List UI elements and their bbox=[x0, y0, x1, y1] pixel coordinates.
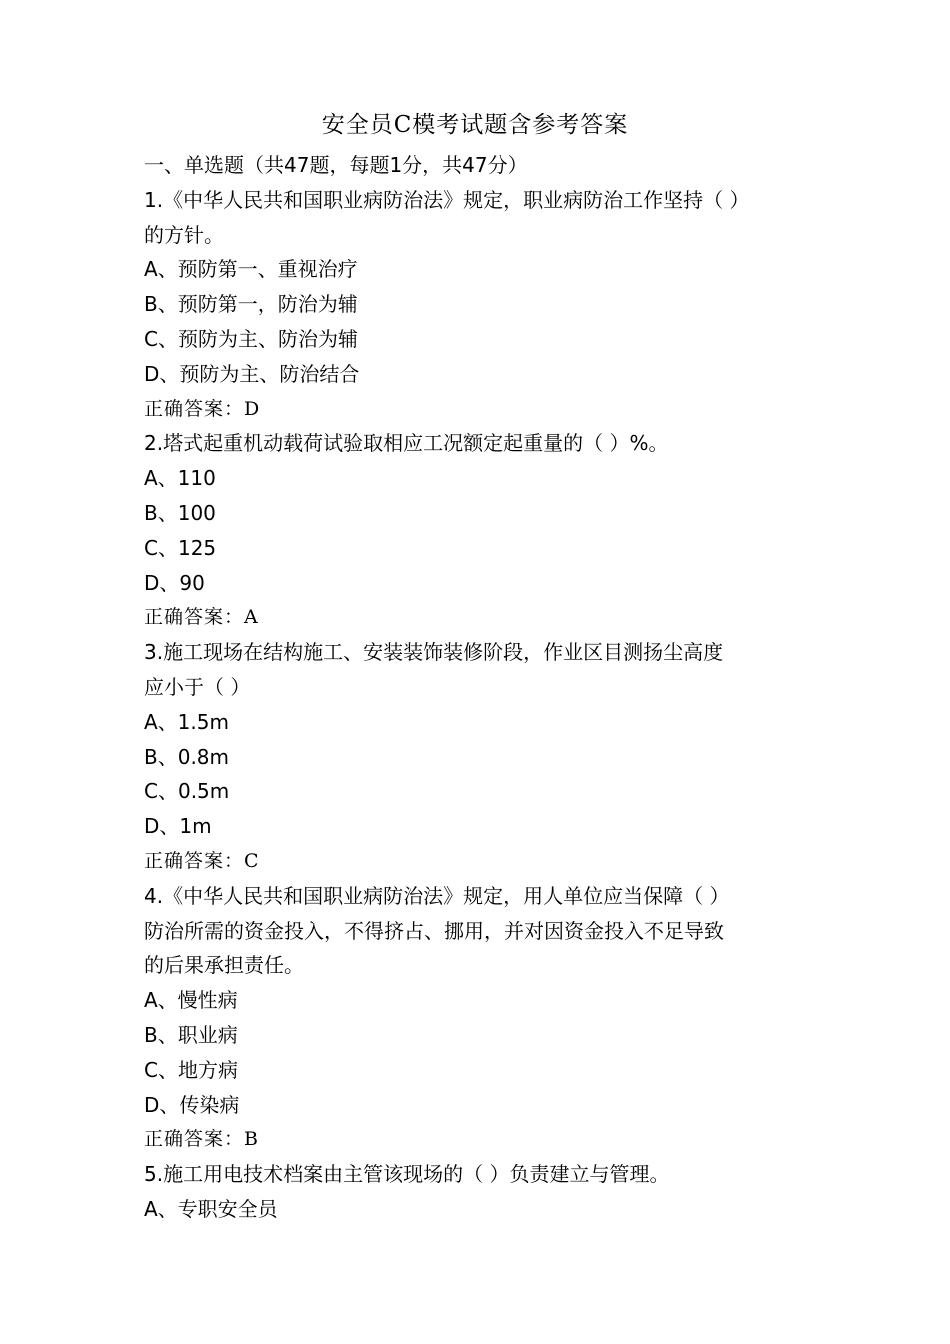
section-heading: 一、单选题（共47题，每题1分，共47分） bbox=[144, 153, 528, 177]
option-a: A、慢性病 bbox=[144, 988, 238, 1013]
question-stem: 5.施工用电技术档案由主管该现场的（ ）负责建立与管理。 bbox=[144, 1162, 670, 1187]
correct-answer: 正确答案：A bbox=[144, 606, 259, 629]
option-c: C、地方病 bbox=[144, 1057, 238, 1082]
document-title: 安全员C模考试题含参考答案 bbox=[321, 112, 629, 138]
question-stem: 3.施工现场在结构施工、安装装饰装修阶段，作业区目测扬尘高度 bbox=[144, 640, 724, 665]
correct-answer: 正确答案：C bbox=[144, 849, 260, 872]
question-1 bbox=[144, 183, 834, 427]
option-c: C、预防为主、防治为辅 bbox=[144, 326, 358, 351]
question-stem: 的方针。 bbox=[144, 222, 224, 247]
question-2 bbox=[144, 426, 834, 635]
option-a: A、预防第一、重视治疗 bbox=[144, 257, 358, 282]
option-b: B、0.8m bbox=[144, 744, 230, 769]
option-b: B、职业病 bbox=[144, 1022, 238, 1047]
question-4 bbox=[144, 879, 834, 1157]
question-stem: 防治所需的资金投入，不得挤占、挪用，并对因资金投入不足导致 bbox=[144, 918, 724, 943]
option-a: A、1.5m bbox=[144, 709, 229, 734]
question-stem: 1.《中华人民共和国职业病防治法》规定，职业病防治工作坚持（ ） bbox=[144, 187, 750, 212]
question-stem: 4.《中华人民共和国职业病防治法》规定，用人单位应当保障（ ） bbox=[144, 883, 730, 908]
option-d: D、1m bbox=[144, 814, 212, 839]
option-b: B、100 bbox=[144, 500, 216, 525]
option-a: A、专职安全员 bbox=[144, 1196, 278, 1221]
option-a: A、110 bbox=[144, 466, 216, 491]
option-c: C、125 bbox=[144, 535, 217, 560]
option-d: D、90 bbox=[144, 570, 205, 595]
question-stem: 的后果承担责任。 bbox=[144, 953, 304, 978]
option-b: B、预防第一，防治为辅 bbox=[144, 292, 358, 317]
correct-answer: 正确答案：D bbox=[144, 397, 261, 420]
question-stem: 2.塔式起重机动载荷试验取相应工况额定起重量的（ ）%。 bbox=[144, 431, 669, 456]
question-5 bbox=[144, 1157, 834, 1227]
option-c: C、0.5m bbox=[144, 779, 230, 804]
correct-answer: 正确答案：B bbox=[144, 1128, 259, 1151]
option-d: D、预防为主、防治结合 bbox=[144, 361, 360, 386]
document-content bbox=[144, 148, 834, 1227]
option-d: D、传染病 bbox=[144, 1092, 240, 1117]
question-3 bbox=[144, 635, 834, 879]
question-stem: 应小于（ ） bbox=[144, 674, 251, 699]
